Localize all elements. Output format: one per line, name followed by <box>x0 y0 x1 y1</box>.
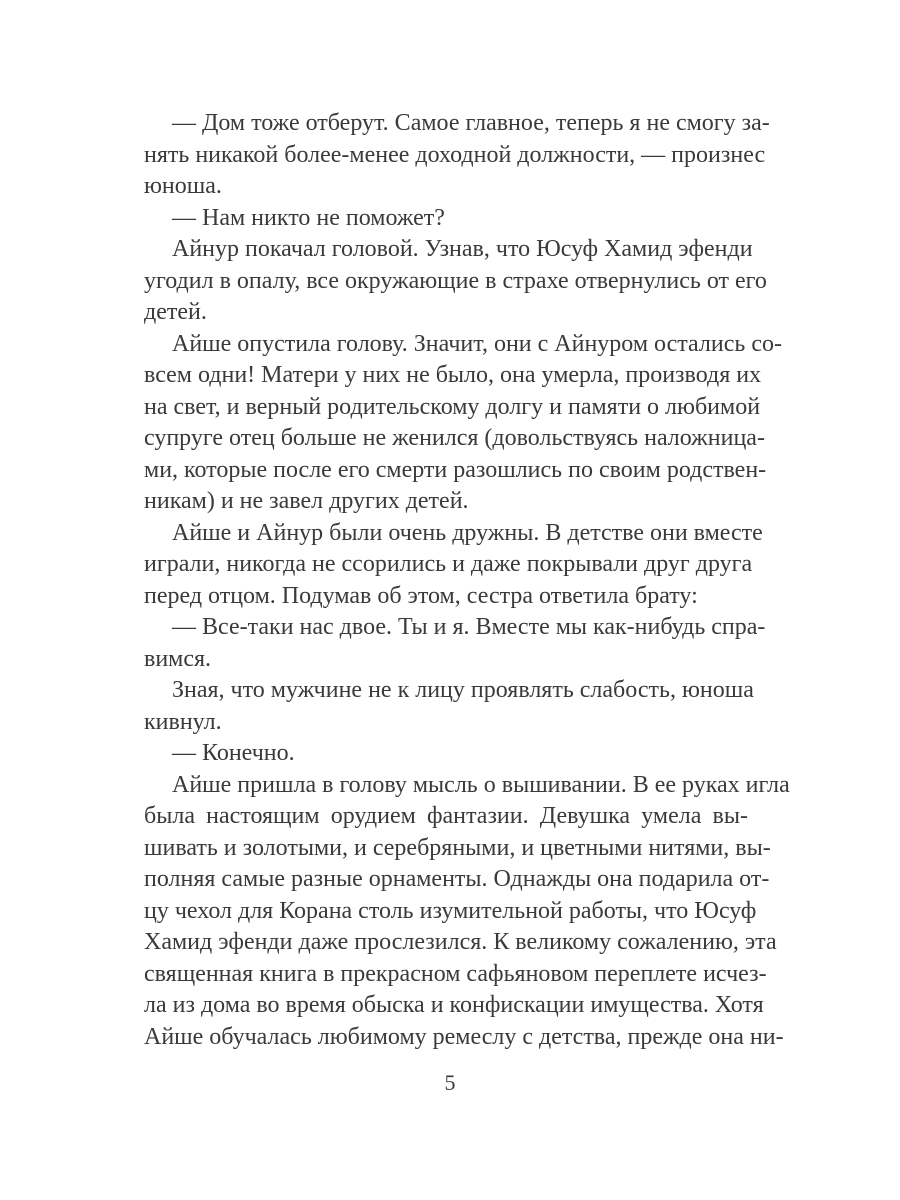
text-line: угодил в опалу, все окружающие в страхе отвернулись от его <box>144 267 767 294</box>
text-line: Айше и Айнур были очень дружны. В детстве они вместе <box>172 519 763 546</box>
text-line: всем одни! Матери у них не было, она умерла, производя их <box>144 362 762 388</box>
text-line: Айше пришла в голову мысль о вышивании. В ее руках игла <box>172 771 790 798</box>
text-line: — Нам никто не поможет? <box>172 204 445 231</box>
text-line: вимся. <box>144 645 212 672</box>
text-line: Айше обучалась любимому ремеслу с детства, прежде она ни- <box>144 1023 784 1050</box>
text-line: полняя самые разные орнаменты. Однажды она подарила от- <box>144 866 770 892</box>
text-line: ла из дома во время обыска и конфискации имущества. Хотя <box>144 992 764 1018</box>
text-line: — Конечно. <box>172 740 295 766</box>
text-line: супруге отец больше не женился (довольствуясь наложница- <box>144 425 765 451</box>
text-line: Зная, что мужчине не к лицу проявлять слабость, юноша <box>172 677 754 703</box>
page-number: 5 <box>444 1070 456 1095</box>
text-line: шивать и золотыми, и серебряными, и цветными нитями, вы- <box>144 834 771 861</box>
text-line: была настоящим орудием фантазии. Девушка умела вы- <box>144 803 748 829</box>
text-line: священная книга в прекрасном сафьяновом переплете исчез- <box>144 960 767 987</box>
text-line: ми, которые после его смерти разошлись по своим родствен- <box>144 456 767 483</box>
body-text <box>144 108 790 1053</box>
text-line: детей. <box>144 299 207 325</box>
text-line: Хамид эфенди даже прослезился. К великому сожалению, эта <box>144 929 777 955</box>
text-line: на свет, и верный родительскому долгу и памяти о любимой <box>144 393 761 420</box>
text-line: — Дом тоже отберут. Самое главное, теперь я не смогу за- <box>172 110 770 136</box>
text-line: Айше опустила голову. Значит, они с Айнуром остались со- <box>172 330 782 357</box>
text-line: кивнул. <box>144 708 222 735</box>
text-line: нять никакой более-менее доходной должности, — произнес <box>144 141 766 168</box>
text-line: играли, никогда не ссорились и даже покрывали друг друга <box>144 551 753 577</box>
text-line: никам) и не завел других детей. <box>144 488 469 514</box>
text-line: юноша. <box>144 173 222 199</box>
text-line: — Все-таки нас двое. Ты и я. Вместе мы как-нибудь спра- <box>172 614 766 640</box>
text-line: цу чехол для Корана столь изумительной работы, что Юсуф <box>144 897 757 924</box>
text-line: перед отцом. Подумав об этом, сестра ответила брату: <box>144 582 698 609</box>
text-line: Айнур покачал головой. Узнав, что Юсуф Хамид эфенди <box>172 236 753 262</box>
